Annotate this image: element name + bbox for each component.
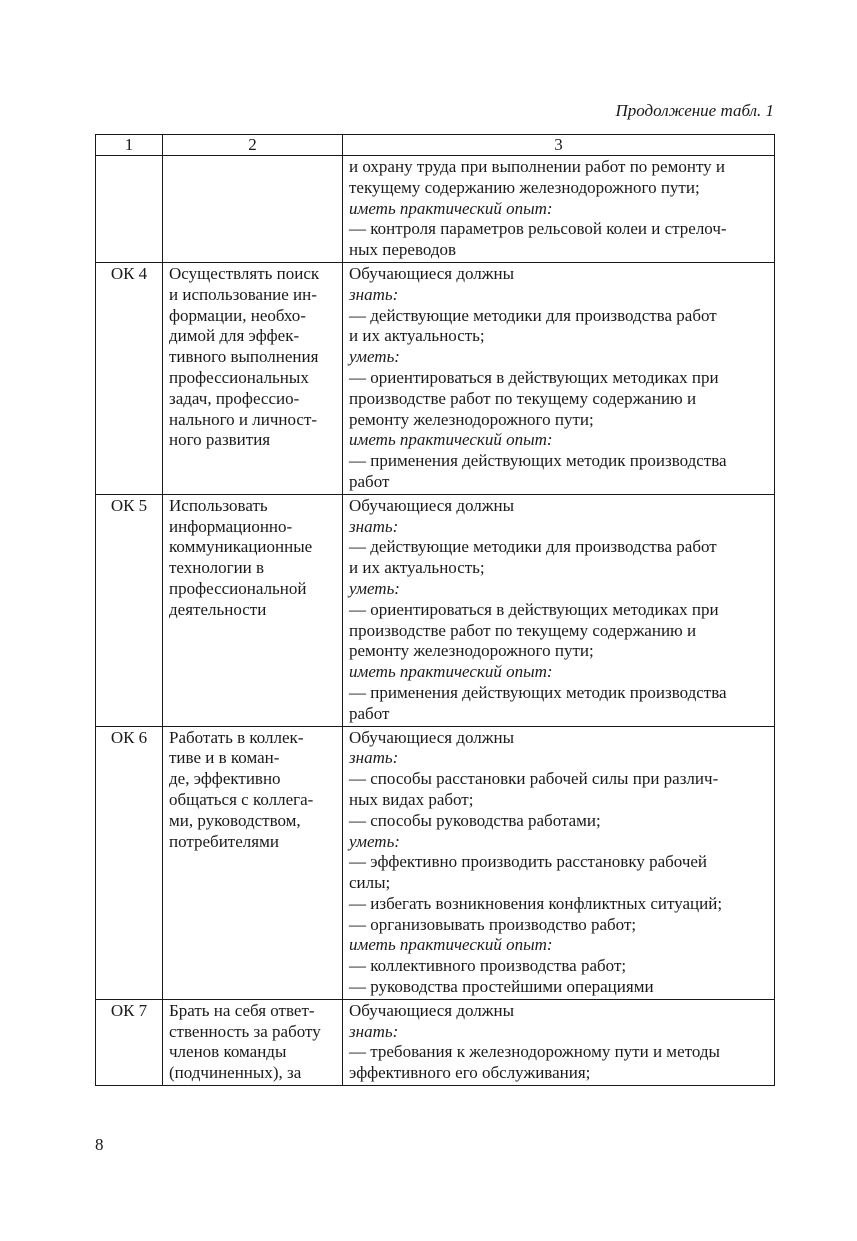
outcome-line: — применения действующих методик производства	[349, 451, 727, 471]
competence-line: ственность за работу	[169, 1021, 321, 1041]
outcome-line: текущему содержанию железнодорожного пути;	[349, 177, 700, 197]
outcome-line: — контроля параметров рельсовой колеи и стрелоч-	[349, 219, 727, 239]
outcome-line: Обучающиеся должны	[349, 727, 515, 747]
competence-line: Брать на себя ответ-	[169, 1000, 315, 1020]
table-continuation-caption: Продолжение табл. 1	[615, 101, 774, 120]
table-row	[96, 494, 775, 726]
outcome-line: — ориентироваться в действующих методиках при	[349, 599, 719, 619]
competence-line: ного развития	[169, 430, 271, 450]
outcome-line: — избегать возникновения конфликтных ситуаций;	[349, 893, 723, 913]
competence-line: информационно-	[169, 516, 293, 536]
outcome-line: — организовывать производство работ;	[349, 914, 637, 934]
outcome-line: — применения действующих методик производства	[349, 682, 727, 702]
outcome-heading: знать:	[349, 748, 399, 768]
competence-code: ОК 4	[96, 262, 163, 494]
table-header-row	[96, 135, 775, 156]
outcome-line: — руководства простейшими операциями	[349, 977, 654, 997]
competence-code	[96, 156, 163, 263]
outcome-line: эффективного его обслуживания;	[349, 1063, 591, 1083]
competence-line: Использовать	[169, 495, 268, 515]
table-row	[96, 262, 775, 494]
outcome-heading: уметь:	[349, 347, 400, 367]
outcome-line: работ	[349, 471, 390, 491]
outcome-line: ных видах работ;	[349, 789, 474, 809]
learning-outcomes	[343, 494, 775, 726]
table-body	[96, 156, 775, 1086]
competence-line: потребителями	[169, 831, 279, 851]
outcome-heading: уметь:	[349, 578, 400, 598]
learning-outcomes	[343, 726, 775, 999]
outcome-line: — способы расстановки рабочей силы при различ-	[349, 769, 719, 789]
outcome-heading: знать:	[349, 516, 399, 536]
outcome-line: Обучающиеся должны	[349, 1000, 515, 1020]
outcome-heading: знать:	[349, 284, 399, 304]
outcome-line: — коллективного производства работ;	[349, 956, 627, 976]
column-header-3: 3	[343, 135, 775, 156]
competence-line: ми, руководством,	[169, 810, 301, 830]
competence-line: общаться с коллега-	[169, 789, 314, 809]
competence-line: (подчиненных), за	[169, 1063, 302, 1083]
outcome-line: — ориентироваться в действующих методиках при	[349, 367, 719, 387]
outcome-line: — требования к железнодорожному пути и методы	[349, 1042, 720, 1062]
competence-line: тиве и в коман-	[169, 748, 280, 768]
outcome-heading: иметь практический опыт:	[349, 662, 553, 682]
competence-description	[163, 156, 343, 263]
competence-line: коммуникационные	[169, 537, 313, 557]
competence-table	[95, 134, 775, 1086]
outcome-heading: уметь:	[349, 831, 400, 851]
outcome-line: — действующие методики для производства работ	[349, 537, 717, 557]
competence-code: ОК 6	[96, 726, 163, 999]
competence-line: Работать в коллек-	[169, 727, 304, 747]
outcome-line: силы;	[349, 873, 391, 893]
outcome-line: — эффективно производить расстановку рабочей	[349, 852, 708, 872]
outcome-line: Обучающиеся должны	[349, 263, 515, 283]
competence-line: задач, профессио-	[169, 388, 300, 408]
outcome-line: производстве работ по текущему содержанию и	[349, 388, 697, 408]
outcome-heading: иметь практический опыт:	[349, 198, 553, 218]
competence-line: профессиональных	[169, 367, 309, 387]
table-row	[96, 999, 775, 1085]
outcome-heading: знать:	[349, 1021, 399, 1041]
outcome-line: ных переводов	[349, 240, 457, 260]
competence-description	[163, 726, 343, 999]
learning-outcomes	[343, 999, 775, 1085]
column-header-1: 1	[96, 135, 163, 156]
competence-description	[163, 494, 343, 726]
competence-line: димой для эффек-	[169, 326, 300, 346]
competence-code: ОК 7	[96, 999, 163, 1085]
outcome-heading: иметь практический опыт:	[349, 935, 553, 955]
competence-line: членов команды	[169, 1042, 287, 1062]
outcome-line: — способы руководства работами;	[349, 810, 601, 830]
competence-line: Осуществлять поиск	[169, 263, 320, 283]
learning-outcomes	[343, 156, 775, 263]
outcome-line: и их актуальность;	[349, 558, 485, 578]
competence-line: деятельности	[169, 599, 267, 619]
competence-line: и использование ин-	[169, 284, 317, 304]
competence-line: технологии в	[169, 558, 265, 578]
table-row	[96, 726, 775, 999]
competence-line: нального и личност-	[169, 409, 318, 429]
competence-line: тивного выполнения	[169, 347, 319, 367]
outcome-line: и их актуальность;	[349, 326, 485, 346]
competence-line: профессиональной	[169, 578, 307, 598]
competence-description	[163, 262, 343, 494]
outcome-line: работ	[349, 703, 390, 723]
outcome-line: ремонту железнодорожного пути;	[349, 641, 594, 661]
competence-line: формации, необхо-	[169, 305, 306, 325]
competence-description	[163, 999, 343, 1085]
column-header-2: 2	[163, 135, 343, 156]
competence-code: ОК 5	[96, 494, 163, 726]
outcome-line: и охрану труда при выполнении работ по ремонту и	[349, 157, 725, 176]
outcome-line: — действующие методики для производства работ	[349, 305, 717, 325]
outcome-line: производстве работ по текущему содержанию и	[349, 620, 697, 640]
outcome-line: Обучающиеся должны	[349, 495, 515, 515]
competence-line: де, эффективно	[169, 769, 281, 789]
learning-outcomes	[343, 262, 775, 494]
outcome-heading: иметь практический опыт:	[349, 430, 553, 450]
table-row	[96, 156, 775, 263]
outcome-line: ремонту железнодорожного пути;	[349, 409, 594, 429]
page-number: 8	[95, 1135, 104, 1154]
